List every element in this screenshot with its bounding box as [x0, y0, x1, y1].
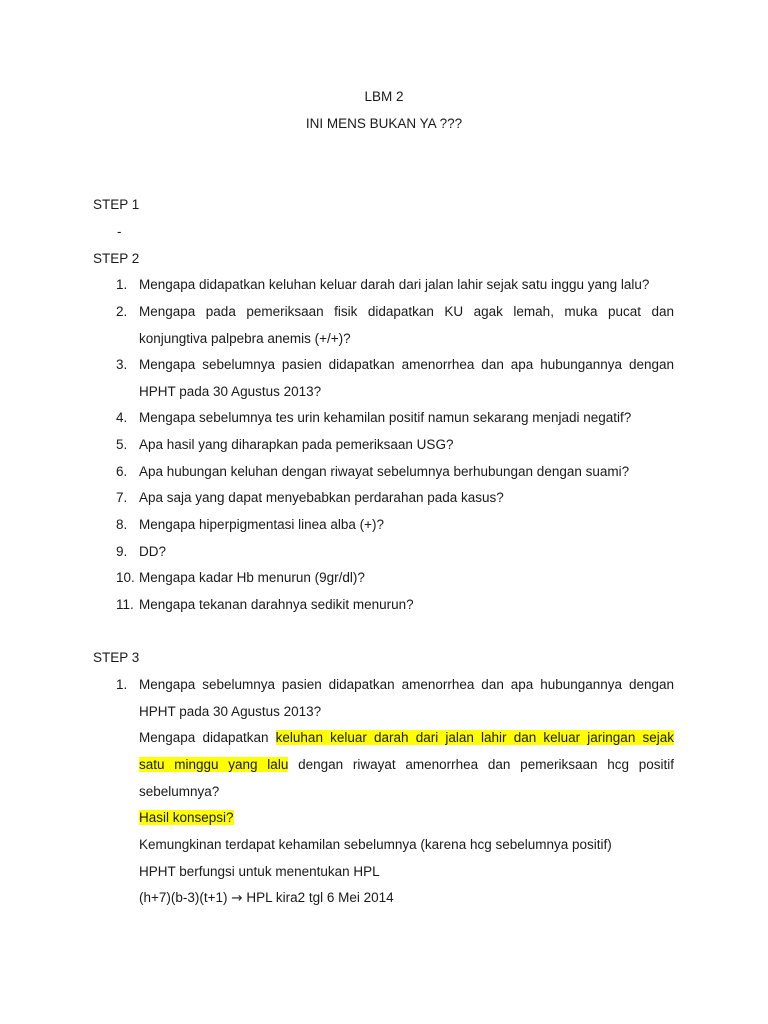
formula-line: [139, 889, 674, 907]
list-item-text: konjungtiva palpebra anemis (+/+)?: [139, 331, 351, 346]
list-item-number: 6.: [116, 464, 128, 479]
paragraph-text: Mengapa didapatkan: [139, 730, 276, 745]
list-item-number: 3.: [116, 357, 128, 372]
list-item-number: 4.: [116, 410, 128, 425]
list-item-number: 1.: [116, 277, 128, 292]
list-item-text: DD?: [139, 544, 167, 559]
list-item-text: Mengapa kadar Hb menurun (9gr/dl)?: [139, 570, 365, 585]
list-item-text: Apa hubungan keluhan dengan riwayat sebelumnya berhubungan dengan suami?: [139, 464, 630, 479]
list-item-number: 10.: [116, 570, 135, 585]
step2-heading: STEP 2: [93, 251, 140, 266]
formula-text: (h+7)(b-3)(t+1): [139, 890, 232, 905]
list-item-text: Mengapa didapatkan keluhan keluar darah dari jalan lahir sejak satu inggu yang lalu?: [139, 277, 650, 292]
list-item-text: Mengapa sebelumnya tes urin kehamilan positif namun sekarang menjadi negatif?: [139, 410, 632, 425]
document-title: LBM 2: [364, 89, 404, 104]
list-item-number: 2.: [116, 304, 128, 319]
list-item-text: Mengapa hiperpigmentasi linea alba (+)?: [139, 517, 385, 532]
arrow-right-icon: →: [231, 890, 243, 906]
list-item-text: Apa hasil yang diharapkan pada pemeriksaan USG?: [139, 437, 454, 452]
step3-paragraph-line: [139, 756, 674, 774]
step3-heading: STEP 3: [93, 650, 140, 665]
step3-paragraph-line: sebelumnya?: [139, 784, 220, 799]
answer-line: HPHT berfungsi untuk menentukan HPL: [139, 864, 380, 879]
list-item-number: 9.: [116, 544, 128, 559]
highlighted-text: satu minggu yang lalu: [139, 757, 289, 772]
step3-paragraph-line: [139, 729, 674, 747]
list-item-text: Mengapa pada pemeriksaan fisik didapatkan KU agak lemah, muka pucat dan: [139, 304, 674, 319]
list-item-text: Mengapa sebelumnya pasien didapatkan amenorrhea dan apa hubungannya dengan: [139, 357, 674, 372]
list-item-text: HPHT pada 30 Agustus 2013?: [139, 384, 322, 399]
list-item-text: Mengapa tekanan darahnya sedikit menurun?: [139, 597, 414, 612]
step1-heading: STEP 1: [93, 197, 140, 212]
highlighted-text: keluhan keluar darah dari jalan lahir dan keluar jaringan sejak: [275, 730, 674, 745]
answer-line: Kemungkinan terdapat kehamilan sebelumnya (karena hcg sebelumnya positif): [139, 837, 612, 852]
answer-heading-line: [139, 809, 674, 827]
list-item-number: 1.: [116, 677, 128, 692]
list-item-number: 7.: [116, 490, 128, 505]
step3-question-line: HPHT pada 30 Agustus 2013?: [139, 704, 322, 719]
formula-result: HPL kira2 tgl 6 Mei 2014: [242, 890, 394, 905]
list-item-text: Apa saja yang dapat menyebabkan perdarahan pada kasus?: [139, 490, 504, 505]
list-item-number: 8.: [116, 517, 128, 532]
answer-heading: Hasil konsepsi?: [139, 810, 234, 825]
step1-dash: -: [117, 224, 122, 239]
document-subtitle: INI MENS BUKAN YA ???: [305, 116, 463, 131]
step3-question-line: Mengapa sebelumnya pasien didapatkan amenorrhea dan apa hubungannya dengan: [139, 677, 674, 692]
list-item-number: 5.: [116, 437, 128, 452]
list-item-number: 11.: [116, 597, 134, 612]
paragraph-text: dengan riwayat amenorrhea dan pemeriksaan hcg positif: [288, 757, 674, 772]
